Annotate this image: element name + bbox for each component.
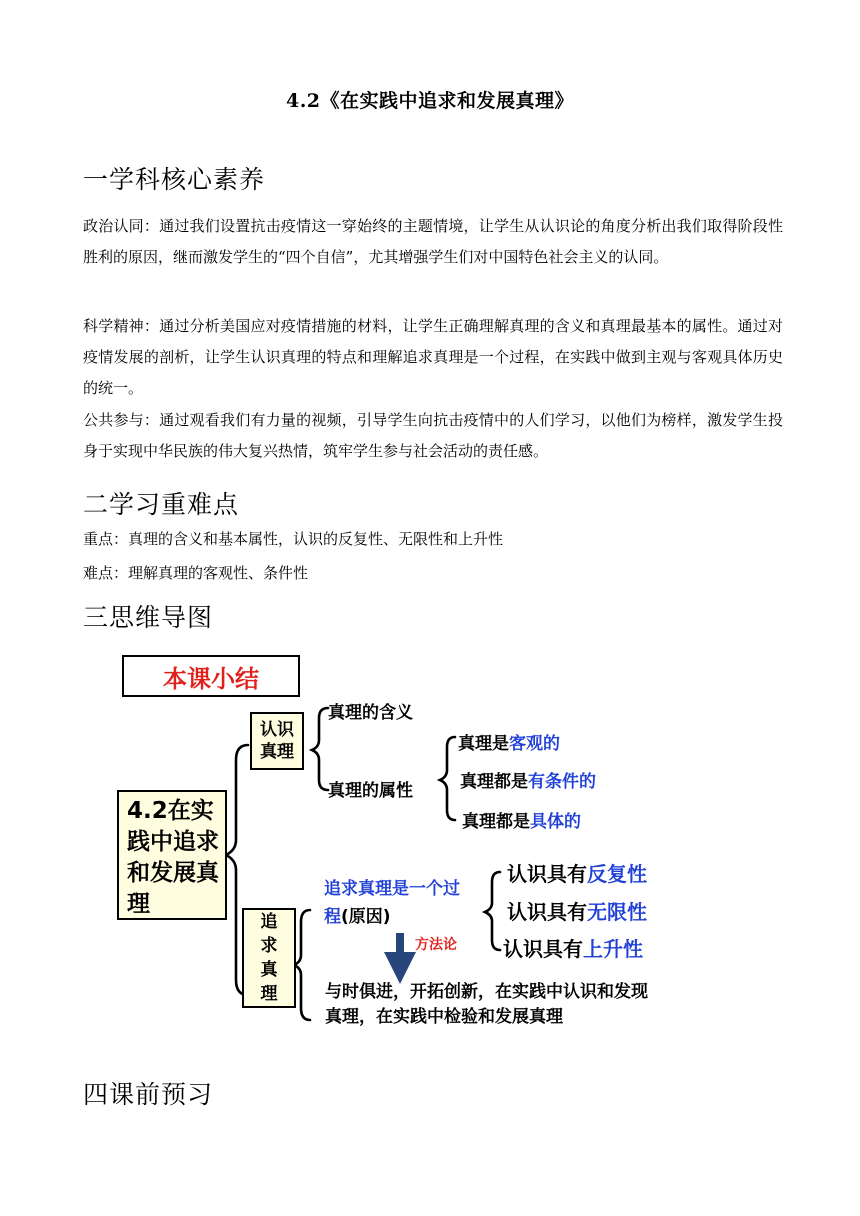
key-point-line: 重点：真理的含义和基本属性，认识的反复性、无限性和上升性	[83, 530, 504, 548]
section-heading-mind-map: 三思维导图	[83, 603, 214, 632]
brace-traits	[485, 872, 500, 950]
branch-know-truth-box	[250, 712, 304, 770]
document-title: 4.2《在实践中追求和发展真理》	[285, 90, 575, 112]
process-line-1: 追求真理是一个过	[324, 879, 460, 899]
branch-pursue-truth-box	[242, 908, 296, 1008]
branch-pursue-truth-label: 追求真理	[260, 912, 278, 1004]
section-heading-preview: 四课前预习	[83, 1080, 214, 1109]
trait-rising: 认识具有上升性	[503, 937, 643, 961]
paragraph-political-identity: 政治认同：通过我们设置抗击疫情这一穿始终的主题情境，让学生从认识论的角度分析出我们取得阶段性胜利的原因，继而激发学生的“四个自信”，尤其增强学生们对中国特色社会主义的认同。	[83, 217, 783, 266]
main-topic-text: 4.2在实践中追求和发展真理	[127, 798, 219, 917]
method-line-1: 与时俱进，开拓创新，在实践中认识和发现	[325, 982, 648, 1002]
main-topic-box	[117, 790, 227, 920]
brace-branch1	[312, 708, 328, 790]
brace-branch2	[294, 910, 310, 1020]
attr-concrete: 真理都是具体的	[462, 812, 581, 832]
mind-map-title-box	[122, 655, 300, 697]
trait-infinite: 认识具有无限性	[507, 900, 647, 924]
paragraph-scientific-spirit: 科学精神：通过分析美国应对疫情措施的材料，让学生正确理解真理的含义和真理最基本的属性。通过对疫情发展的剖析，让学生认识真理的特点和理解追求真理是一个过程，在实践中做到主观与客观具体历史的统一。	[83, 317, 783, 397]
attr-objective: 真理是客观的	[458, 734, 560, 754]
method-line-2: 真理，在实践中检验和发展真理	[325, 1007, 563, 1027]
methodology-label: 方法论	[415, 937, 457, 953]
branch-know-truth-label: 认识真理	[260, 720, 294, 762]
truth-attributes: 真理的属性	[328, 781, 413, 801]
trait-repetitive: 认识具有反复性	[507, 862, 647, 886]
truth-meaning: 真理的含义	[328, 703, 413, 723]
brace-attrs	[440, 737, 455, 820]
paragraph-public-participation: 公共参与：通过观看我们有力量的视频，引导学生向抗击疫情中的人们学习，以他们为榜样，激发学生投身于实现中华民族的伟大复兴热情，筑牢学生参与社会活动的责任感。	[83, 411, 783, 460]
mind-map	[110, 650, 730, 1030]
process-line-2: 程(原因)	[324, 907, 391, 927]
section-heading-key-points: 二学习重难点	[83, 490, 240, 519]
attr-conditional: 真理都是有条件的	[460, 772, 596, 792]
difficult-point-line: 难点：理解真理的客观性、条件性	[83, 564, 309, 582]
section-heading-core-literacy: 一学科核心素养	[83, 165, 266, 194]
mind-map-title: 本课小结	[163, 664, 259, 693]
